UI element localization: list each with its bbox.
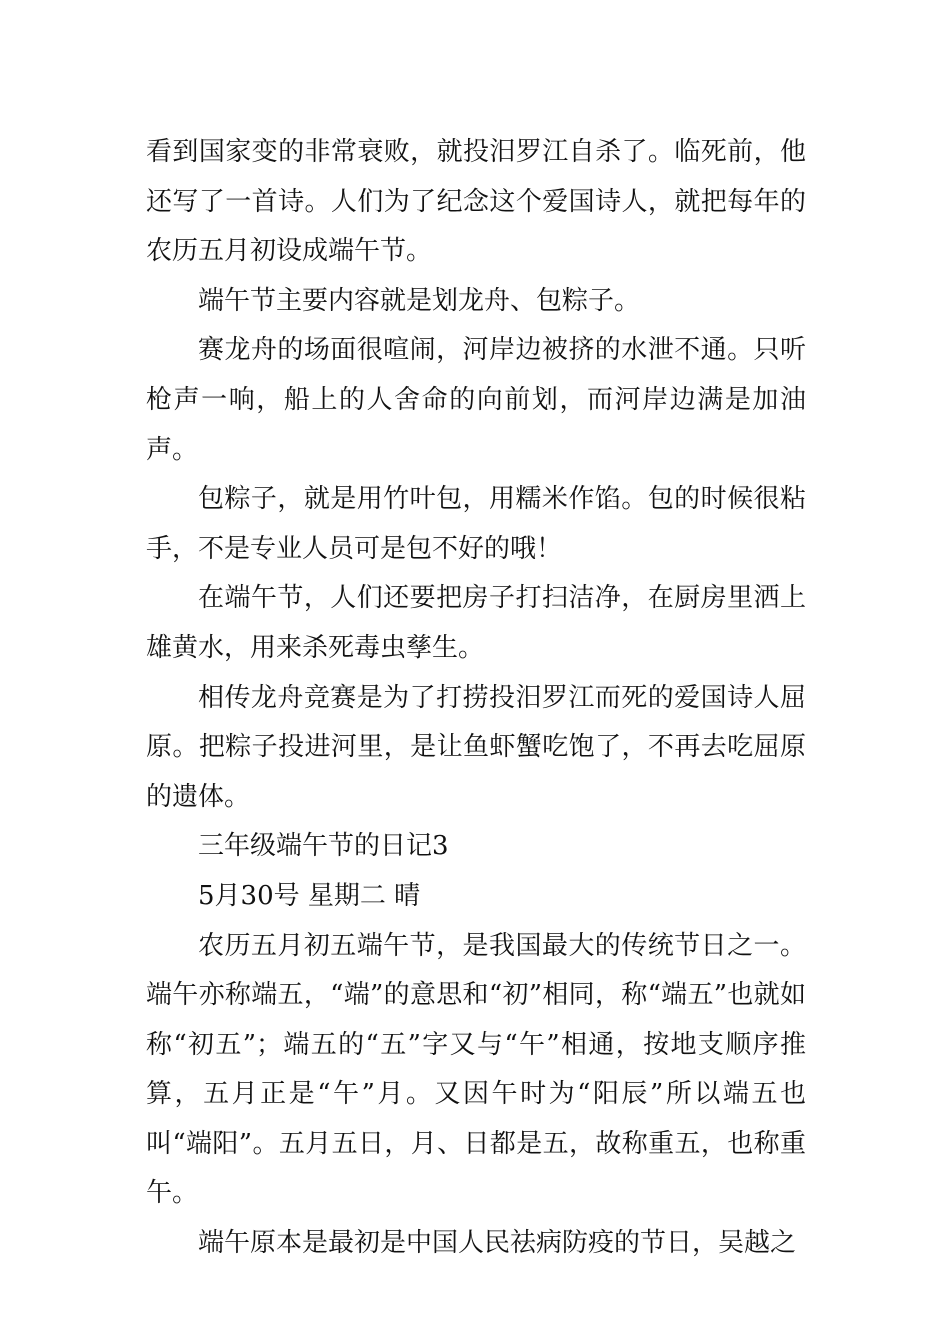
paragraph-1: 看到国家变的非常衰败，就投汨罗江自杀了。临死前，他还写了一首诗。人们为了纪念这个爱国诗人，就把每年的农历五月初设成端午节。	[146, 137, 806, 267]
document-body	[146, 128, 806, 1269]
paragraph-3: 赛龙舟的场面很喧闹，河岸边被挤的水泄不通。只听枪声一响，船上的人舍命的向前划，而河岸边满是加油声。	[146, 335, 806, 465]
section-heading: 三年级端午节的日记3	[198, 831, 449, 862]
diary-date-line: 5月30号 星期二 晴	[198, 880, 421, 911]
paragraph-5: 在端午节，人们还要把房子打扫洁净，在厨房里洒上雄黄水，用来杀死毒虫孳生。	[146, 583, 806, 663]
paragraph-4: 包粽子，就是用竹叶包，用糯米作馅。包的时候很粘手，不是专业人员可是包不好的哦！	[146, 484, 806, 564]
paragraph-10: 端午原本是最初是中国人民祛病防疫的节日，吴越之	[198, 1228, 797, 1259]
paragraph-2: 端午节主要内容就是划龙舟、包粽子。	[198, 285, 641, 316]
paragraph-6: 相传龙舟竞赛是为了打捞投汨罗江而死的爱国诗人屈原。把粽子投进河里，是让鱼虾蟹吃饱了，不再去吃屈原的遗体。	[146, 682, 806, 812]
paragraph-9: 农历五月初五端午节，是我国最大的传统节日之一。端午亦称端五，“端”的意思和“初”相同，称“端五”也就如称“初五”；端五的“五”字又与“午”相通，按地支顺序推算，五月正是“午”月。又因午时为“阳辰”所以端五也叫“端阳”。五月五日，月、日都是五，故称重五，也称重午。	[146, 930, 806, 1209]
